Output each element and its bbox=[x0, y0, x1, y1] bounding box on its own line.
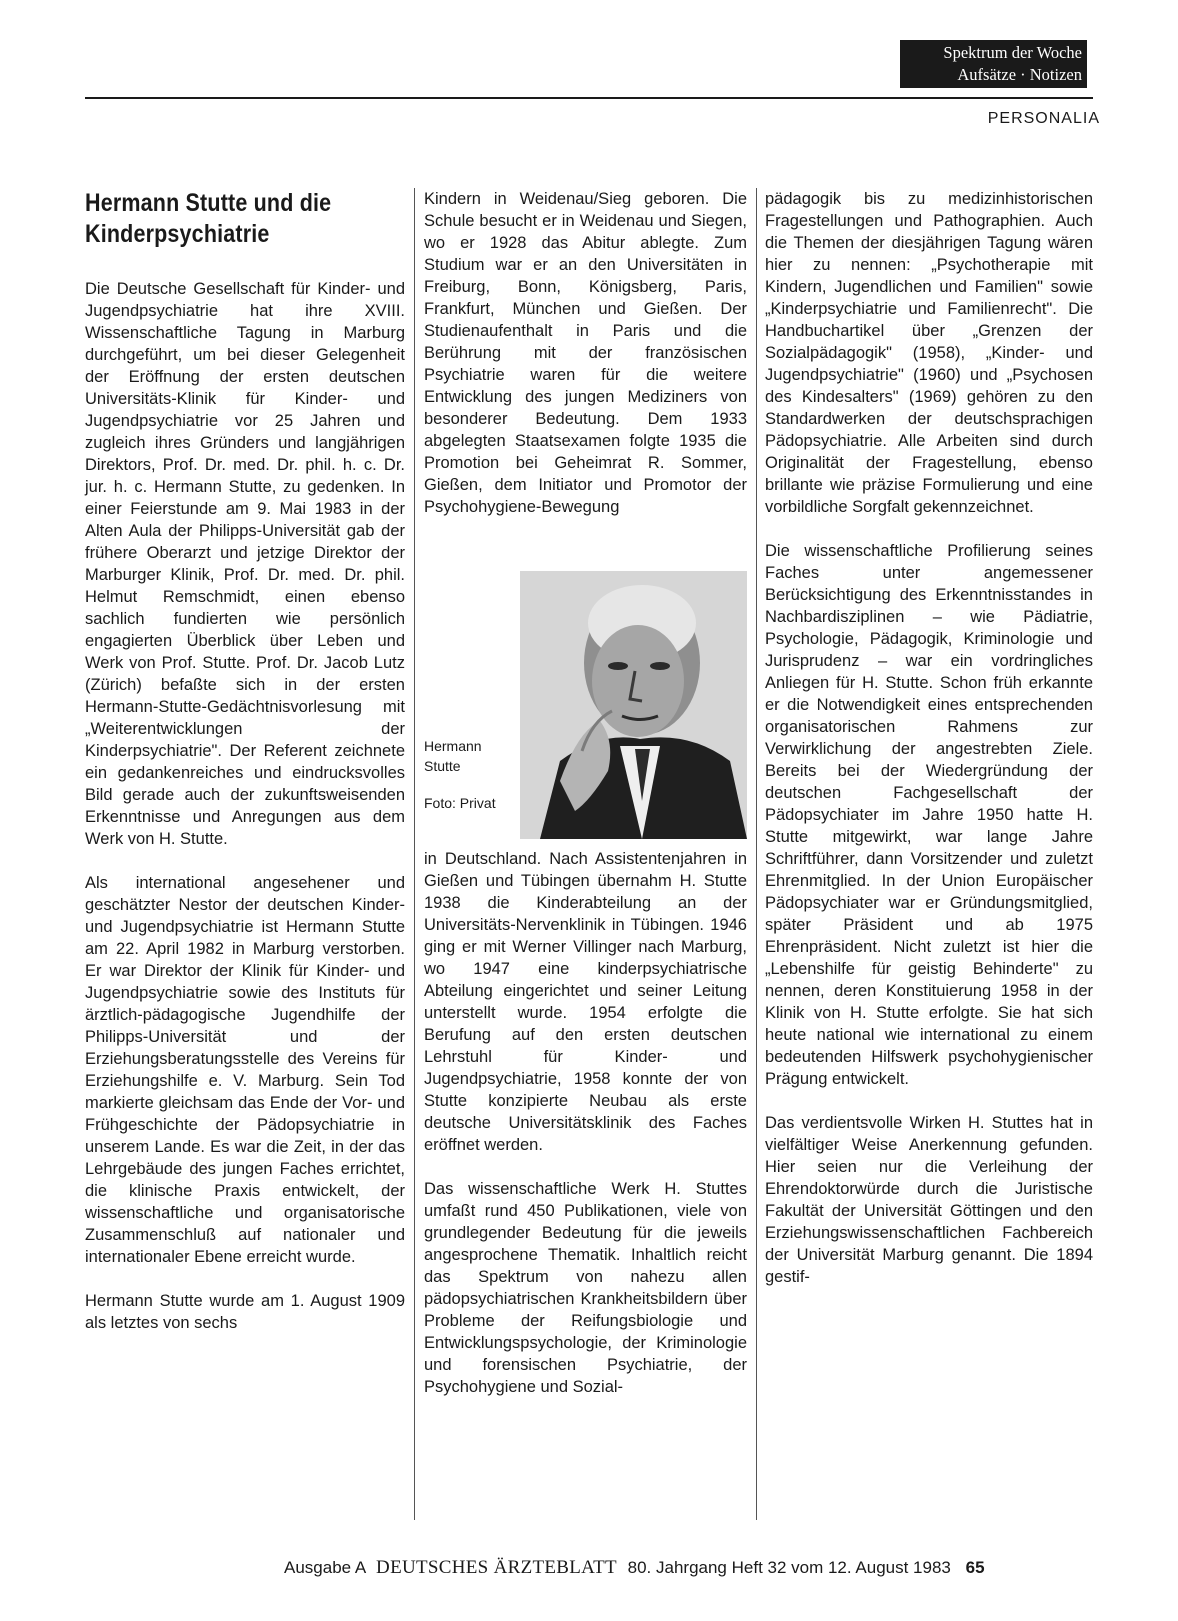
photo-block bbox=[424, 571, 747, 839]
masthead-line-2: Aufsätze · Notizen bbox=[957, 65, 1082, 84]
section-label: PERSONALIA bbox=[987, 110, 1100, 127]
column-1 bbox=[85, 188, 405, 1334]
column-2 bbox=[424, 188, 747, 518]
photo-caption-name: Hermann Stutte bbox=[424, 738, 482, 774]
page-footer bbox=[284, 1557, 985, 1579]
paragraph: pädagogik bis zu medizinhistorischen Fragestellungen und Pathographien. Auch die Themen der diesjährigen Tagung wären hier zu nennen: „Psychotherapie mit Kindern, Jugendlichen und Familien" sowie „Kinderpsychiatrie und Familienrecht". Die Handbuchartikel über „Grenzen der Sozialpädagogik" (1958), „Kinder- und Jugendpsychiatrie" (1960) und „Psychosen des Kindesalters" (1969) gehören zu den Standardwerken der deutschsprachigen Pädopsychiatrie. Alle Arbeiten sind durch Originalität der Fragestellung, ebenso brillante wie präzise Formulierung und eine vorbildliche Sorgfalt gekennzeichnet. bbox=[765, 190, 1093, 516]
footer-edition: Ausgabe A bbox=[284, 1558, 366, 1577]
paragraph: Als international angesehener und geschätzter Nestor der deutschen Kinder- und Jugendpsychiatrie ist Hermann Stutte am 22. April 1982 in Marburg verstorben. Er war Direktor der Klinik für Kinder- und Jugendpsychiatrie sowie des Instituts für ärztlich-pädagogische Jugendhilfe der Philipps-Universität und der Erziehungsberatungsstelle des Vereins für Erziehungshilfe e. V. Marburg. Sein Tod markierte gleichsam das Ende der Vor- und Frühgeschichte der Pädopsychiatrie in unserem Lande. Es war die Zeit, in der das Lehrgebäude des jungen Faches errichtet, die klinische Praxis entwickelt, der wissenschaftliche und organisatorische Zusammenschluß auf nationaler und internationaler Ebene erreicht wurde. bbox=[85, 874, 405, 1266]
portrait-illustration bbox=[520, 571, 747, 839]
paragraph: Die wissenschaftliche Profilierung seines Faches unter angemessener Berücksichtigung des Erkenntnisstandes in Nachbardisziplinen – wie Pädiatrie, Psychologie, Pädagogik, Kriminologie und Jurisprudenz – war ein vordringliches Anliegen für H. Stutte. Schon früh erkannte er die Notwendigkeit eines entsprechenden organisatorischen Rahmens zur Verwirklichung der angestrebten Ziele. Bereits bei der Wiedergründung der deutschen Fachgesellschaft der Pädopsychiater im Jahre 1950 hatte H. Stutte mitgewirkt, war lange Jahre Schriftführer, dann Vorsitzender und zuletzt Ehrenmitglied. In der Union Europäischer Pädopsychiater war er Gründungsmitglied, später Präsident und ab 1975 Ehrenpräsident. Nicht zuletzt ist hier die „Lebenshilfe für geistig Behinderte" zu nennen, deren Konstituierung 1958 in der Klinik von H. Stutte erfolgte. Sie hat sich heute national wie international zu einem bedeutenden Hilfswerk psychohygienischer Prägung entwickelt. bbox=[765, 542, 1093, 1088]
footer-journal: DEUTSCHES ÄRZTEBLATT bbox=[376, 1557, 617, 1578]
article-headline: Hermann Stutte und die Kinderpsychiatrie bbox=[85, 189, 332, 248]
photo-caption-credit: Foto: Privat bbox=[424, 795, 496, 811]
column-2-continued bbox=[424, 848, 747, 1398]
portrait-photo bbox=[520, 571, 747, 839]
header-rule bbox=[85, 97, 1093, 99]
paragraph: Kindern in Weidenau/Sieg geboren. Die Schule besucht er in Weidenau und Siegen, wo er 1928 das Abitur ablegte. Zum Studium war er an den Universitäten in Freiburg, Bonn, Königsberg, Paris, Frankfurt, München und Gießen. Der Studienaufenthalt in Paris und die Berührung mit der französischen Psychiatrie waren für die weitere Entwicklung des jungen Mediziners von besonderer Bedeutung. Dem 1933 abgelegten Staatsexamen folgte 1935 die Promotion bei Geheimrat R. Sommer, Gießen, dem Initiator und Promotor der Psychohygiene-Bewegung bbox=[424, 190, 747, 516]
paragraph: Das wissenschaftliche Werk H. Stuttes umfaßt rund 450 Publikationen, viele von grundlegender Bedeutung für die jeweils angesprochene Thematik. Inhaltlich reicht das Spektrum von nahezu allen pädopsychiatrischen Krankheitsbildern über Probleme der Reifungsbiologie und Entwicklungspsychologie, der Kriminologie und forensischen Psychiatrie, der Psychohygiene und Sozial- bbox=[424, 1180, 747, 1396]
column-divider-2 bbox=[756, 188, 757, 1520]
paragraph: Das verdientsvolle Wirken H. Stuttes hat in vielfältiger Weise Anerkennung gefunden. Hier seien nur die Verleihung der Ehrendoktorwürde durch die Juristische Fakultät der Universität Göttingen und den Erziehungswissenschaftlichen Fachbereich der Universität Marburg genannt. Die 1894 gestif- bbox=[765, 1114, 1093, 1286]
paragraph: Hermann Stutte wurde am 1. August 1909 als letztes von sechs bbox=[85, 1292, 405, 1332]
masthead-box bbox=[900, 40, 1087, 88]
masthead-line-1: Spektrum der Woche bbox=[943, 43, 1082, 62]
paragraph: in Deutschland. Nach Assistentenjahren in Gießen und Tübingen übernahm H. Stutte 1938 die Kinderabteilung an der Universitäts-Nervenklinik in Tübingen. 1946 ging er mit Werner Villinger nach Marburg, wo 1947 eine kinderpsychiatrische Abteilung eingerichtet und seiner Leitung unterstellt wurde. 1954 erfolgte die Berufung auf den ersten deutschen Lehrstuhl für Kinder- und Jugendpsychiatrie, 1958 konnte der von Stutte konzipierte Neubau als erste deutsche Universitätsklinik des Faches eröffnet werden. bbox=[424, 850, 747, 1154]
column-3 bbox=[765, 188, 1093, 1288]
column-divider-1 bbox=[414, 188, 415, 1520]
paragraph: Die Deutsche Gesellschaft für Kinder- und Jugendpsychiatrie hat ihre XVIII. Wissenschaftliche Tagung in Marburg durchgeführt, um bei dieser Gelegenheit der Eröffnung der ersten deutschen Universitäts-Klinik für Kinder- und Jugendpsychiatrie vor 25 Jahren und zugleich ihres Gründers und langjährigen Direktors, Prof. Dr. med. Dr. phil. h. c. Dr. jur. h. c. Hermann Stutte, zu gedenken. In einer Feierstunde am 9. Mai 1983 in der Alten Aula der Philipps-Universität gab der frühere Oberarzt und jetzige Direktor der Marburger Klinik, Prof. Dr. med. Dr. phil. Helmut Remschmidt, einen ebenso sachlich fundierten wie persönlich engagierten Überblick über Leben und Werk von Prof. Stutte. Prof. Dr. Jacob Lutz (Zürich) befaßte sich in der ersten Hermann-Stutte-Gedächtnisvorlesung mit „Weiterentwicklungen der Kinderpsychiatrie". Der Referent zeichnete ein gedankenreiches und eindrucksvolles Bild gerade auch der zukunftsweisenden Erkenntnisse und Anregungen aus dem Werk von H. Stutte. bbox=[85, 280, 405, 848]
page-number: 65 bbox=[965, 1558, 985, 1577]
footer-issue: 80. Jahrgang Heft 32 vom 12. August 1983 bbox=[627, 1558, 951, 1577]
